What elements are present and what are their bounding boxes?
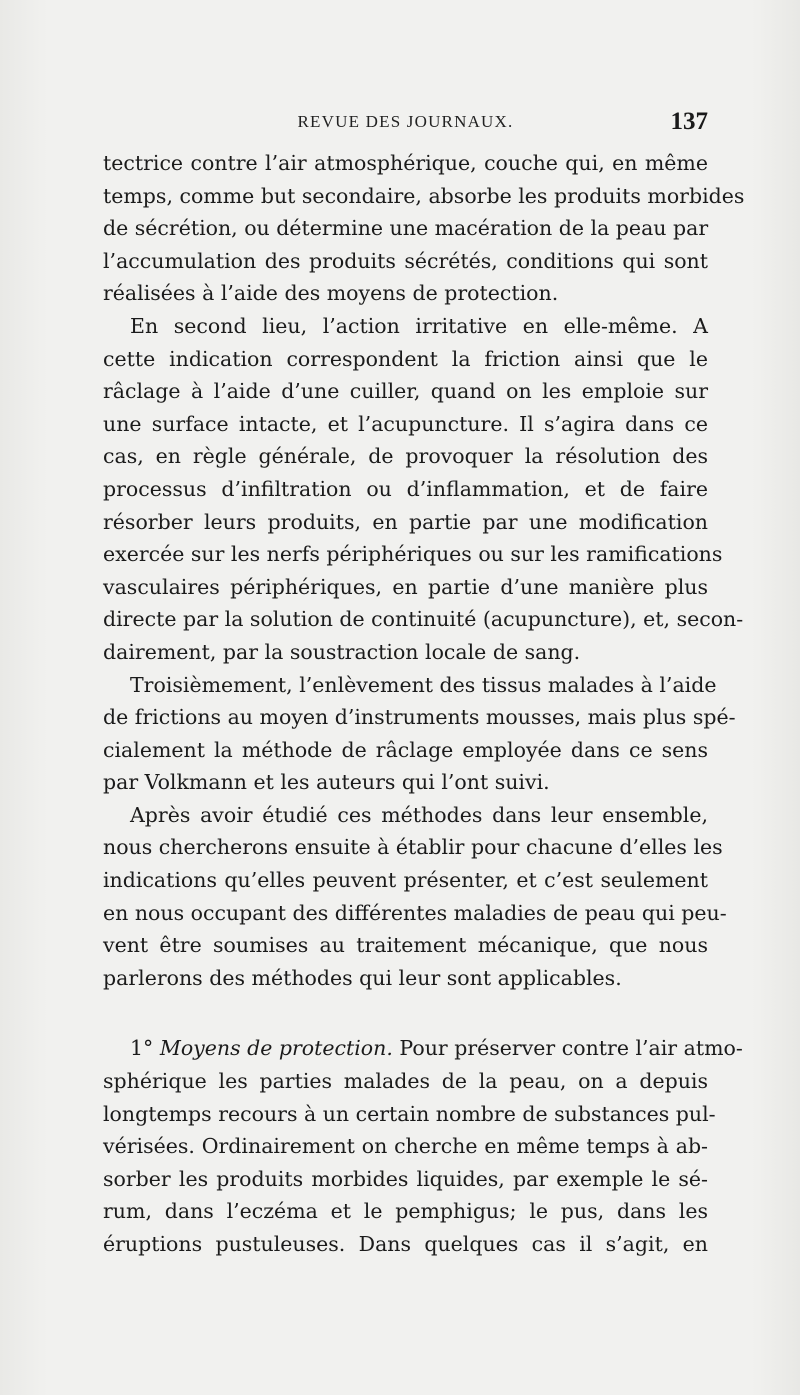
text-line: vent être soumises au traitement mécanique, que nous [103, 933, 708, 958]
text-line: râclage à l’aide d’une cuiller, quand on les emploie sur [103, 379, 708, 404]
text-line: cas, en règle générale, de provoquer la résolution des [103, 444, 708, 469]
paragraph-3 [103, 669, 736, 799]
section-number: 1° [130, 1036, 154, 1061]
text-line: résorber leurs produits, en partie par une modification [103, 509, 708, 534]
text-line: nous chercherons ensuite à établir pour chacune d’elles les [103, 835, 723, 860]
text-line: Après avoir étudié ces méthodes dans leur ensemble, [130, 802, 708, 827]
text-line: sorber les produits morbides liquides, par exemple le sé- [103, 1166, 708, 1191]
text-line: par Volkmann et les auteurs qui l’ont suivi. [103, 770, 550, 795]
text-line: de sécrétion, ou détermine une macération de la peau par [103, 216, 709, 241]
text-line: sphérique les parties malades de la peau, on a depuis [103, 1069, 708, 1094]
running-title: REVUE DES JOURNAUX. [297, 112, 514, 131]
text-line: cialement la méthode de râclage employée dans ce sens [103, 737, 708, 762]
section-moyens-de-protection [103, 1032, 743, 1260]
text-line: Pour préserver contre l’air atmo- [399, 1036, 743, 1061]
paragraph-1 [103, 147, 745, 310]
section-heading: Moyens de protection. [159, 1036, 393, 1061]
text-line: temps, comme but secondaire, absorbe les produits morbides [103, 183, 745, 208]
text-line: en nous occupant des différentes maladies de peau qui peu- [103, 900, 727, 925]
paragraph-2 [103, 310, 744, 669]
text-line: directe par la solution de continuité (acupuncture), et, secon- [103, 607, 744, 632]
section-gap [103, 994, 708, 1032]
text-line: cette indication correspondent la friction ainsi que le [103, 346, 708, 371]
page-number: 137 [670, 108, 708, 135]
text-line: tectrice contre l’air atmosphérique, couche qui, en même [103, 151, 708, 175]
text-line: réalisées à l’aide des moyens de protection. [103, 281, 559, 306]
text-line: vasculaires périphériques, en partie d’une manière plus [103, 574, 708, 599]
section-heading-line [103, 1032, 743, 1065]
text-line: rum, dans l’eczéma et le pemphigus; le pus, dans les [103, 1199, 708, 1224]
text-line: de frictions au moyen d’instruments mousses, mais plus spé- [103, 705, 736, 730]
text-line: parlerons des méthodes qui leur sont applicables. [103, 965, 622, 990]
text-line: éruptions pustuleuses. Dans quelques cas il s’agit, en [103, 1232, 708, 1256]
text-line: Troisièmement, l’enlèvement des tissus malades à l’aide [130, 672, 717, 697]
running-head [103, 108, 708, 136]
text-line: indications qu’elles peuvent présenter, et c’est seulement [103, 868, 708, 893]
text-line: une surface intacte, et l’acupuncture. Il s’agira dans ce [103, 411, 708, 436]
text-line: exercée sur les nerfs périphériques ou sur les ramifications [103, 542, 723, 567]
paragraph-4 [103, 799, 727, 995]
text-line: processus d’infiltration ou d’inflammation, et de faire [103, 476, 708, 501]
text-line: dairement, par la soustraction locale de sang. [103, 639, 581, 664]
body-text [103, 147, 745, 1261]
text-line: l’accumulation des produits sécrétés, conditions qui sont [103, 248, 708, 273]
text-line: En second lieu, l’action irritative en elle-même. A [130, 313, 708, 338]
text-line: longtemps recours à un certain nombre de substances pul- [103, 1101, 716, 1126]
text-line: vérisées. Ordinairement on cherche en même temps à ab- [103, 1134, 708, 1159]
